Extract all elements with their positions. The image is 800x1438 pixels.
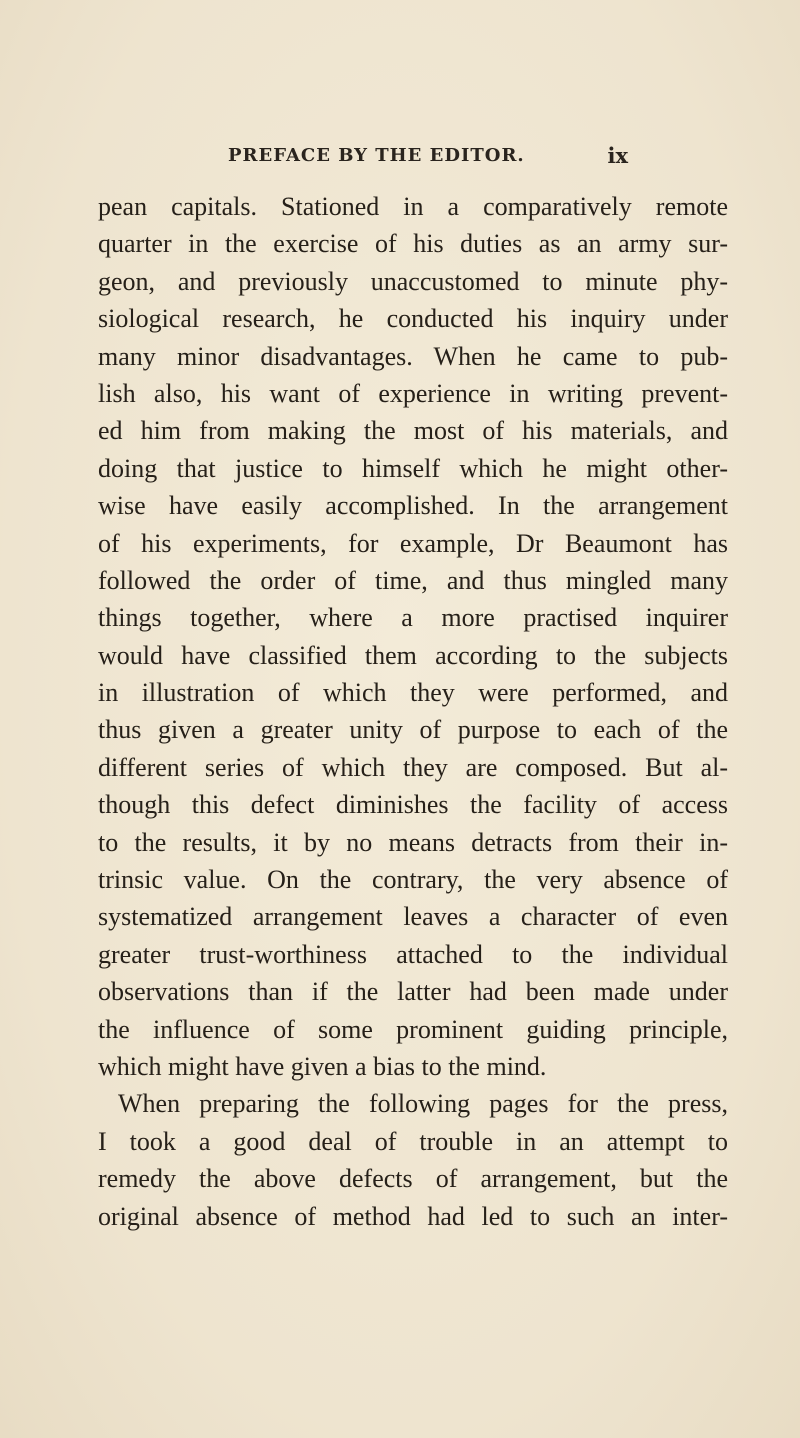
text-line: remedy the above defects of arrangement, but the (98, 1164, 728, 1194)
body-text (98, 188, 728, 1235)
text-line: siological research, he conducted his inquiry under (98, 304, 728, 334)
text-line: many minor disadvantages. When he came to pub- (98, 341, 728, 371)
text-line: thus given a greater unity of purpose to each of the (98, 715, 728, 745)
text-line: geon, and previously unaccustomed to minute phy- (98, 266, 728, 296)
text-line: followed the order of time, and thus mingled many (98, 565, 728, 595)
text-line: When preparing the following pages for the press, (118, 1089, 728, 1119)
text-line: greater trust-worthiness attached to the individual (98, 939, 728, 969)
text-line: things together, where a more practised inquirer (98, 603, 728, 633)
text-line: would have classified them according to the subjects (98, 640, 728, 670)
text-line: which might have given a bias to the mind. (98, 1051, 547, 1081)
text-line: different series of which they are composed. But al- (98, 752, 728, 782)
text-line: to the results, it by no means detracts from their in- (98, 827, 728, 857)
text-line: quarter in the exercise of his duties as an army sur- (98, 229, 728, 259)
text-line: in illustration of which they were performed, and (98, 678, 728, 708)
page-number: ix (607, 143, 628, 168)
text-line: original absence of method had led to such an inter- (98, 1201, 728, 1231)
page-header (228, 145, 628, 169)
text-line: systematized arrangement leaves a character of even (98, 902, 728, 932)
text-line: trinsic value. On the contrary, the very absence of (98, 865, 728, 895)
running-head: PREFACE BY THE EDITOR. (228, 145, 525, 166)
text-line: I took a good deal of trouble in an attempt to (98, 1126, 728, 1156)
text-line: ed him from making the most of his materials, and (98, 416, 728, 446)
text-line: pean capitals. Stationed in a comparatively remote (98, 192, 728, 221)
text-line: observations than if the latter had been made under (98, 977, 728, 1007)
text-line: wise have easily accomplished. In the arrangement (98, 491, 728, 521)
text-line: of his experiments, for example, Dr Beaumont has (98, 528, 728, 558)
text-line: lish also, his want of experience in writing prevent- (98, 378, 728, 408)
text-line: though this defect diminishes the facility of access (98, 790, 728, 820)
text-line: the influence of some prominent guiding principle, (98, 1014, 728, 1044)
text-line: doing that justice to himself which he might other- (98, 453, 728, 483)
